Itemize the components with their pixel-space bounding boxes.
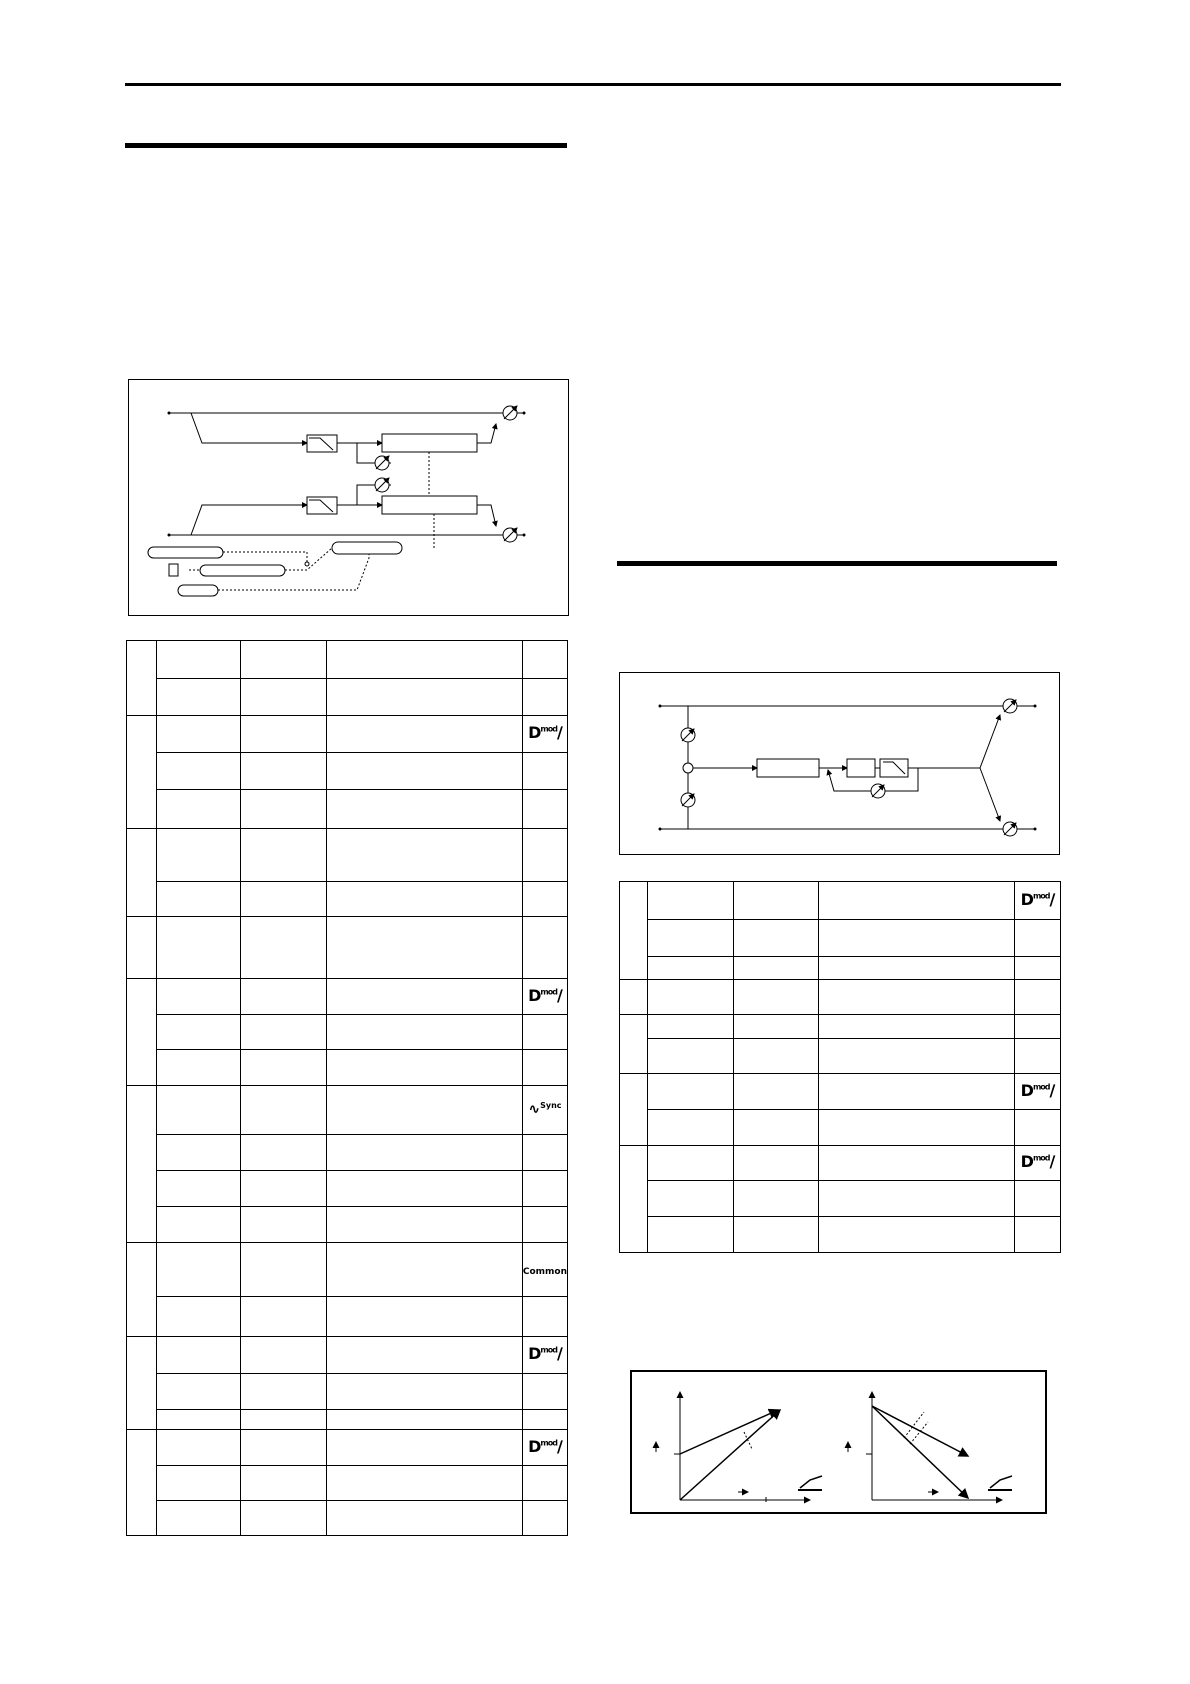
range-cell — [241, 1050, 327, 1086]
icon-cell — [522, 917, 567, 979]
description-cell — [819, 980, 1015, 1015]
param-name-cell — [157, 641, 241, 679]
table-row — [620, 920, 1061, 957]
dmod-icon: $D^{mod}∕$ — [1020, 1080, 1055, 1100]
dmod-icon: $D^{mod}∕$ — [528, 723, 562, 742]
group-cell — [620, 980, 648, 1015]
table-row — [127, 641, 568, 679]
dmod-icon: $D^{mod}∕$ — [1020, 1152, 1055, 1171]
param-name-cell — [157, 1374, 241, 1410]
icon-cell — [522, 1015, 567, 1050]
table-row — [127, 979, 568, 1015]
description-cell — [327, 641, 522, 679]
description-cell — [327, 1466, 522, 1501]
description-cell — [327, 1050, 522, 1086]
description-cell — [327, 882, 522, 917]
group-cell — [127, 641, 157, 716]
right-diagram-svg — [620, 673, 1061, 856]
range-cell — [734, 1110, 819, 1146]
range-cell — [241, 1207, 327, 1243]
table-row — [620, 980, 1061, 1015]
table-row — [127, 829, 568, 882]
icon-cell — [1015, 1039, 1061, 1074]
response-graphs-svg — [632, 1372, 1049, 1516]
range-cell — [241, 882, 327, 917]
icon-cell — [1015, 1146, 1061, 1181]
group-cell — [127, 917, 157, 979]
group-cell — [127, 1337, 157, 1430]
range-cell — [241, 753, 327, 790]
table-row — [620, 1039, 1061, 1074]
icon-cell — [1015, 1181, 1061, 1217]
icon-cell — [522, 1410, 567, 1430]
range-cell — [734, 1146, 819, 1181]
param-name-cell — [157, 1466, 241, 1501]
icon-cell — [522, 1135, 567, 1171]
description-cell — [327, 753, 522, 790]
description-cell — [819, 1217, 1015, 1253]
response-graphs — [630, 1370, 1047, 1514]
top-rule — [125, 83, 1061, 86]
param-name-cell — [157, 1135, 241, 1171]
description-cell — [819, 1146, 1015, 1181]
table-row — [620, 1015, 1061, 1039]
param-name-cell — [157, 1243, 241, 1297]
range-cell — [734, 1074, 819, 1110]
dmod-icon: $D^{mod}∕$ — [528, 1344, 562, 1363]
param-name-cell — [648, 920, 734, 957]
table-row — [620, 1217, 1061, 1253]
table-row — [127, 917, 568, 979]
left-block-diagram — [128, 379, 569, 616]
icon-cell — [1015, 1110, 1061, 1146]
range-cell — [734, 882, 819, 920]
range-cell — [241, 1297, 327, 1337]
param-name-cell — [157, 1430, 241, 1466]
table-row — [127, 1050, 568, 1086]
group-cell — [127, 1243, 157, 1337]
table-row — [127, 1086, 568, 1135]
table-row — [620, 1110, 1061, 1146]
icon-cell — [1015, 980, 1061, 1015]
param-name-cell — [648, 1146, 734, 1181]
group-cell — [620, 882, 648, 980]
range-cell — [734, 1015, 819, 1039]
right-parameter-table — [619, 881, 1061, 1253]
icon-cell — [522, 1207, 567, 1243]
range-cell — [241, 1501, 327, 1536]
param-name-cell — [157, 1015, 241, 1050]
range-cell — [241, 1466, 327, 1501]
icon-cell — [522, 641, 567, 679]
param-name-cell — [648, 957, 734, 980]
section-title-rule-right — [617, 561, 1057, 566]
icon-cell — [1015, 920, 1061, 957]
param-name-cell — [157, 882, 241, 917]
table-row — [127, 1466, 568, 1501]
icon-cell — [522, 1171, 567, 1207]
icon-cell — [1015, 1074, 1061, 1110]
description-cell — [819, 1074, 1015, 1110]
description-cell — [327, 1410, 522, 1430]
common-icon: Common — [522, 1266, 568, 1277]
description-cell — [327, 1374, 522, 1410]
left-diagram-svg — [129, 380, 570, 617]
description-cell — [327, 1337, 522, 1374]
range-cell — [241, 1086, 327, 1135]
param-name-cell — [157, 716, 241, 753]
description-cell — [327, 1243, 522, 1297]
icon-cell — [522, 1466, 567, 1501]
icon-cell — [1015, 882, 1061, 920]
icon-cell — [522, 829, 567, 882]
group-cell — [620, 1146, 648, 1253]
range-cell — [241, 679, 327, 716]
param-name-cell — [157, 1207, 241, 1243]
table-row — [127, 1337, 568, 1374]
description-cell — [327, 979, 522, 1015]
range-cell — [241, 790, 327, 829]
range-cell — [734, 1181, 819, 1217]
range-cell — [734, 957, 819, 980]
table-row — [127, 1207, 568, 1243]
range-cell — [241, 979, 327, 1015]
table-row — [127, 1501, 568, 1536]
icon-cell — [522, 1374, 567, 1410]
range-cell — [241, 1243, 327, 1297]
table-row — [127, 790, 568, 829]
icon-cell — [522, 1430, 567, 1466]
icon-cell — [522, 979, 567, 1015]
icon-cell — [522, 1243, 567, 1297]
param-name-cell — [157, 1171, 241, 1207]
table-row — [127, 882, 568, 917]
description-cell — [819, 957, 1015, 980]
param-name-cell — [157, 1410, 241, 1430]
icon-cell — [1015, 1217, 1061, 1253]
description-cell — [327, 1430, 522, 1466]
description-cell — [327, 829, 522, 882]
range-cell — [241, 641, 327, 679]
icon-cell — [522, 1297, 567, 1337]
param-name-cell — [157, 829, 241, 882]
icon-cell — [1015, 957, 1061, 980]
sync-icon: ∿$^{Sync}$ — [528, 1101, 562, 1118]
icon-cell — [522, 679, 567, 716]
dmod-icon: $D^{mod}∕$ — [1020, 889, 1055, 909]
table-row — [127, 679, 568, 716]
icon-cell — [522, 790, 567, 829]
param-name-cell — [157, 1050, 241, 1086]
table-row — [127, 1015, 568, 1050]
dmod-icon: $D^{mod}∕$ — [528, 985, 562, 1005]
icon-cell — [1015, 1015, 1061, 1039]
table-row — [127, 716, 568, 753]
description-cell — [819, 1039, 1015, 1074]
param-name-cell — [648, 1217, 734, 1253]
range-cell — [241, 1374, 327, 1410]
table-row — [620, 1074, 1061, 1110]
table-row — [127, 1135, 568, 1171]
param-name-cell — [648, 1181, 734, 1217]
range-cell — [241, 829, 327, 882]
param-name-cell — [157, 753, 241, 790]
description-cell — [327, 1501, 522, 1536]
range-cell — [734, 920, 819, 957]
table-row — [127, 1171, 568, 1207]
param-name-cell — [157, 790, 241, 829]
range-cell — [241, 716, 327, 753]
description-cell — [819, 882, 1015, 920]
param-name-cell — [157, 1501, 241, 1536]
description-cell — [327, 1171, 522, 1207]
icon-cell — [522, 1337, 567, 1374]
dmod-icon: $D^{mod}∕$ — [528, 1436, 562, 1456]
icon-cell — [522, 753, 567, 790]
table-row — [620, 1181, 1061, 1217]
param-name-cell — [648, 1074, 734, 1110]
param-name-cell — [648, 980, 734, 1015]
range-cell — [241, 1337, 327, 1374]
icon-cell — [522, 1050, 567, 1086]
table-row — [127, 753, 568, 790]
param-name-cell — [648, 1039, 734, 1074]
range-cell — [241, 1410, 327, 1430]
table-row — [127, 1297, 568, 1337]
right-block-diagram — [619, 672, 1060, 855]
param-name-cell — [157, 979, 241, 1015]
table-row — [127, 1243, 568, 1297]
description-cell — [819, 920, 1015, 957]
range-cell — [734, 1039, 819, 1074]
table-row — [620, 1146, 1061, 1181]
param-name-cell — [648, 882, 734, 920]
param-name-cell — [648, 1015, 734, 1039]
description-cell — [327, 1207, 522, 1243]
icon-cell — [522, 716, 567, 753]
left-parameter-table — [126, 640, 568, 1536]
group-cell — [620, 1015, 648, 1074]
table-row — [620, 957, 1061, 980]
icon-cell — [522, 1086, 567, 1135]
param-name-cell — [157, 1297, 241, 1337]
table-row — [127, 1410, 568, 1430]
group-cell — [620, 1074, 648, 1146]
group-cell — [127, 829, 157, 917]
param-name-cell — [648, 1110, 734, 1146]
param-name-cell — [157, 1337, 241, 1374]
range-cell — [734, 1217, 819, 1253]
range-cell — [241, 1171, 327, 1207]
icon-cell — [522, 882, 567, 917]
range-cell — [241, 1135, 327, 1171]
description-cell — [327, 1297, 522, 1337]
table-row — [127, 1430, 568, 1466]
table-row — [127, 1374, 568, 1410]
description-cell — [327, 917, 522, 979]
description-cell — [327, 1015, 522, 1050]
description-cell — [819, 1181, 1015, 1217]
group-cell — [127, 979, 157, 1086]
group-cell — [127, 1086, 157, 1243]
description-cell — [327, 716, 522, 753]
group-cell — [127, 716, 157, 829]
param-name-cell — [157, 917, 241, 979]
table-row — [620, 882, 1061, 920]
range-cell — [241, 1015, 327, 1050]
description-cell — [327, 1086, 522, 1135]
param-name-cell — [157, 1086, 241, 1135]
param-name-cell — [157, 679, 241, 716]
range-cell — [241, 917, 327, 979]
description-cell — [327, 679, 522, 716]
description-cell — [327, 790, 522, 829]
icon-cell — [522, 1501, 567, 1536]
group-cell — [127, 1430, 157, 1536]
range-cell — [241, 1430, 327, 1466]
description-cell — [819, 1110, 1015, 1146]
description-cell — [819, 1015, 1015, 1039]
range-cell — [734, 980, 819, 1015]
description-cell — [327, 1135, 522, 1171]
section-title-rule-left — [125, 143, 567, 148]
